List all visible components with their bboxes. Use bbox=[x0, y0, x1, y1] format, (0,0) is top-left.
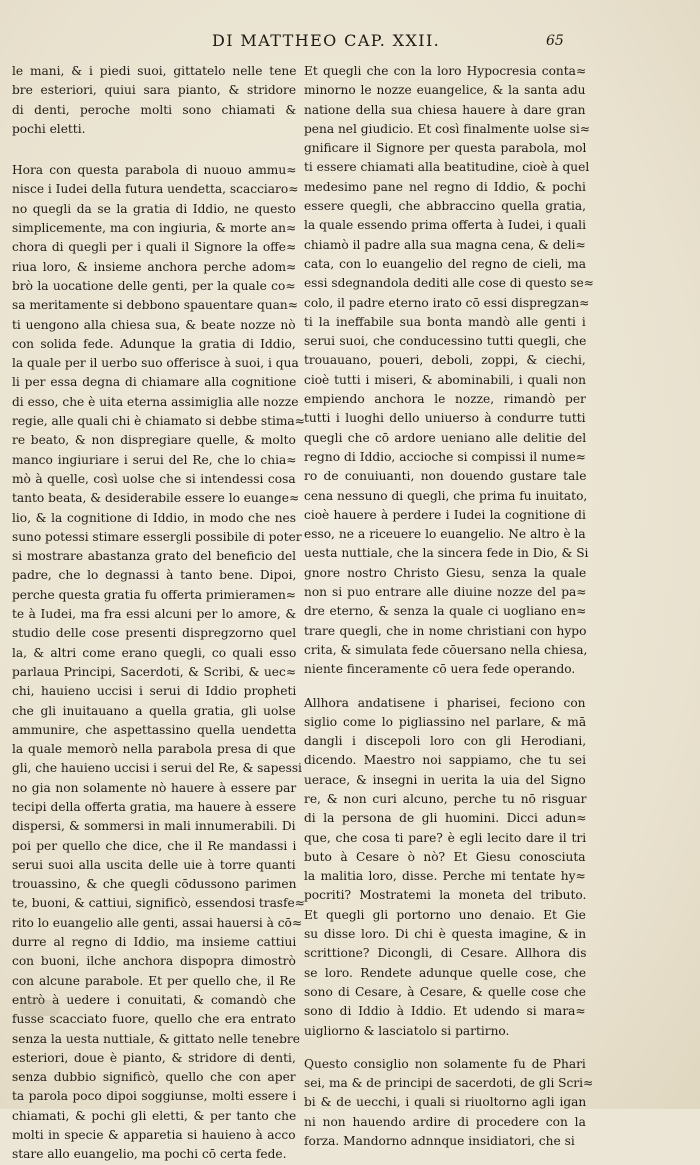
text-line: gnore nostro Christo Giesu, senza la quale bbox=[304, 565, 587, 580]
text-line: gli, che hauieno uccisi i serui del Re, & sapessi bbox=[12, 761, 302, 776]
text-line: no quegli da se la gratia di Iddio, ne questo bbox=[12, 201, 296, 216]
text-line: la, & altri come erano quegli, co quali esso bbox=[12, 645, 297, 660]
text-line: chiamò il padre alla sua magna cena, & deli≈ bbox=[304, 237, 586, 252]
text-line: no gia non solamente nò hauere à essere par bbox=[12, 780, 297, 795]
text-line: essere quegli, che abbraccino quella gratia, bbox=[304, 199, 587, 214]
text-line: fusse scacciato fuore, quello che era entrato bbox=[12, 1012, 296, 1027]
text-line: di la persona de gli huomini. Dicci adun≈ bbox=[304, 811, 587, 826]
text-line: lio, & la cognitione di Iddio, in modo che nes bbox=[12, 510, 297, 525]
text-line: empiendo anchora le nozze, rimandò per bbox=[304, 392, 586, 407]
text-line: entrò à uedere i conuitati, & comandò che bbox=[12, 992, 296, 1007]
text-line: studio delle cose presenti dispregzorno quel bbox=[12, 626, 297, 641]
text-line: trouassino, & che quegli cōdussono parimen bbox=[12, 877, 297, 892]
text-line: trare quegli, che in nome christiani con hypo bbox=[304, 623, 587, 638]
text-line: ni non hauendo ardire di procedere con la bbox=[304, 1114, 586, 1129]
text-line: cioè tutti i miseri, & abominabili, i quali non bbox=[304, 372, 586, 387]
text-line: le mani, & i piedi suoi, gittatelo nelle tene bbox=[12, 64, 297, 78]
text-line: riua loro, & insieme anchora perche adom≈ bbox=[12, 259, 297, 274]
text-line: padre, che lo degnassi à tanto bene. Dipoi, bbox=[12, 568, 297, 583]
text-line: la quale memorò nella parabola presa di que bbox=[12, 742, 296, 757]
text-line: re, & non curi alcuno, perche tu nō risguar bbox=[304, 791, 587, 806]
text-line: molti in specie & apparetia si hauieno à acco bbox=[12, 1128, 296, 1143]
text-line: colo, il padre eterno irato cō essi dispregzan≈ bbox=[304, 295, 590, 310]
text-line: minorno le nozze euangelice, & la santa adu bbox=[304, 83, 586, 98]
text-line: Allhora andatisene i pharisei, feciono con bbox=[304, 695, 586, 710]
text-line: niente finceramente cō uera fede operando. bbox=[304, 662, 576, 677]
text-line: senza la uesta nuttiale, & gittato nelle tenebre bbox=[12, 1031, 300, 1046]
text-line: di denti, peroche molti sono chiamati & bbox=[12, 102, 297, 117]
text-line: uigliorno & lasciatolo si partirno. bbox=[304, 1023, 510, 1038]
text-line: tutti i luoghi dello uniuerso à condurre tutti bbox=[304, 411, 586, 426]
text-line: scrittione? Dicongli, di Cesare. Allhora dis bbox=[304, 946, 587, 961]
text-line: chora di quegli per i quali il Signore la offe≈ bbox=[12, 240, 297, 255]
text-line: con buoni, ilche anchora dispopra dimostrò bbox=[12, 954, 296, 969]
text-line: cena nessuno di quegli, che prima fu inuitato, bbox=[304, 488, 588, 503]
text-line: brò la uocatione delle genti, per la quale co≈ bbox=[12, 278, 296, 293]
text-line: mò à quelle, così uolse che si intendessi cosa bbox=[12, 471, 296, 486]
text-line: dangli i discepoli loro con gli Herodiani, bbox=[304, 734, 587, 749]
text-line: di esso, che è uita eterna assimiglia alle nozze bbox=[12, 394, 299, 409]
text-line: sono di Cesare, à Cesare, & quelle cose che bbox=[304, 984, 586, 999]
text-line: medesimo pane nel regno di Iddio, & pochi bbox=[304, 179, 586, 194]
text-line: sei, ma & de principi de sacerdoti, de gli Scri≈ bbox=[304, 1076, 594, 1091]
text-line: che gli inuitauano a quella gratia, gli uolse bbox=[12, 703, 296, 718]
text-line: si mostrare abastanza grato del beneficio del bbox=[12, 549, 297, 564]
text-line: la quale per il uerbo suo offerisce à suoi, i qua bbox=[12, 356, 299, 371]
text-line: ti uengono alla chiesa sua, & beate nozze nò bbox=[12, 317, 296, 332]
text-line: chiamati, & pochi gli eletti, & per tanto che bbox=[12, 1108, 297, 1123]
running-head: DI MATTHEO CAP. XXII. bbox=[212, 31, 441, 50]
text-line: li per essa degna di chiamare alla cognitione bbox=[12, 375, 297, 390]
text-line: te à Iudei, ma fra essi alcuni per lo amore, & bbox=[12, 607, 297, 622]
text-line: sono di Iddio à Iddio. Et udendo si mara≈ bbox=[304, 1004, 586, 1019]
text-line: quegli che cō ardore ueniano alle delitie del bbox=[304, 430, 587, 445]
text-line: nisce i Iudei della futura uendetta, scacciaro≈ bbox=[12, 182, 299, 197]
text-line: cioè hauere à perdere i Iudei la cognitione di bbox=[304, 507, 586, 522]
text-line: non si puo entrare alle diuine nozze del pa≈ bbox=[304, 585, 587, 600]
text-line: regie, alle quali chi è chiamato si debbe stima≈ bbox=[12, 414, 305, 429]
text-line: esteriori, doue è pianto, & stridore di denti, bbox=[12, 1050, 296, 1065]
text-line: manco ingiuriare i serui del Re, che lo chia≈ bbox=[12, 452, 297, 467]
text-line: poi per quello che dice, che il Re mandassi i bbox=[12, 838, 297, 853]
text-line: serui suoi alla uscita delle uie à torre quanti bbox=[12, 857, 296, 872]
text-line: su disse loro. Di chi è questa imagine, & in bbox=[304, 927, 587, 942]
text-line: ta parola poco dipoi soggiunse, molti essere i bbox=[12, 1089, 297, 1104]
ink-stain bbox=[20, 1000, 60, 1016]
text-line: Et quegli che con la loro Hypocresia conta≈ bbox=[304, 64, 587, 78]
text-line: cata, con lo euangelio del regno de cieli, ma bbox=[304, 256, 587, 271]
text-line: simplicemente, ma con ingiuria, & morte an≈ bbox=[12, 221, 297, 236]
text-line: re beato, & non dispregiare quelle, & molto bbox=[12, 433, 296, 448]
text-line: ti la ineffabile sua bonta mandò alle genti i bbox=[304, 314, 586, 329]
text-line: bi & de uecchi, i quali si riuoltorno agli igan bbox=[304, 1095, 587, 1110]
text-line: con alcune parabole. Et per quello che, il Re bbox=[12, 973, 296, 988]
text-line: se loro. Rendete adunque quelle cose, che bbox=[304, 965, 587, 980]
text-line: essi sdegnandola dediti alle cose di questo se≈ bbox=[304, 276, 594, 291]
text-line: Questo consiglio non solamente fu de Phari bbox=[304, 1056, 586, 1071]
left-column bbox=[12, 62, 305, 1162]
text-line: buto à Cesare ò nò? Et Giesu conosciuta bbox=[304, 849, 586, 864]
text-line: que, che cosa ti pare? è egli lecito dare il tri bbox=[304, 830, 587, 845]
text-line: sa meritamente si debbono spauentare quan≈ bbox=[12, 298, 298, 313]
text-line: la quale essendo prima offerta à Iudei, i quali bbox=[304, 218, 586, 233]
text-line: suno potessi stimare essergli possibile di poter bbox=[12, 529, 302, 544]
text-line: trouauano, poueri, deboli, zoppi, & ciechi, bbox=[304, 353, 586, 368]
text-line: con solida fede. Adunque la gratia di Iddio, bbox=[12, 336, 296, 351]
text-line: tecipi della offerta gratia, ma hauere à essere bbox=[12, 799, 297, 814]
text-line: te, buoni, & cattiui, significò, essendosi trasfe≈ bbox=[12, 896, 305, 911]
text-line: pena nel giudicio. Et così finalmente uolse si≈ bbox=[304, 121, 590, 136]
text-line: tanto beata, & desiderabile essere lo euange≈ bbox=[12, 491, 300, 506]
paragraph bbox=[304, 694, 588, 1041]
text-line: uesta nuttiale, che la sincera fede in Dio, & Si bbox=[304, 546, 589, 561]
text-line: ammunire, che aspettassino quella uendetta bbox=[12, 722, 297, 737]
text-line: gnificare il Signore per questa parabola, mol bbox=[304, 141, 587, 156]
text-line: crita, & simulata fede cōuersano nella chiesa, bbox=[304, 642, 588, 657]
text-line: stare allo euangelio, ma pochi cō certa fede. bbox=[12, 1147, 287, 1162]
text-line: perche questa gratia fu offerta primieramen≈ bbox=[12, 587, 297, 602]
text-line: rito lo euangelio alle genti, assai hauersi à cō≈ bbox=[12, 915, 303, 930]
text-line: dicendo. Maestro noi sappiamo, che tu sei bbox=[304, 753, 587, 768]
text-line: Hora con questa parabola di nuouo ammu≈ bbox=[12, 163, 297, 178]
text-line: pocriti? Mostratemi la moneta del tributo. bbox=[304, 888, 587, 903]
text-line: regno di Iddio, accioche si compissi il nume≈ bbox=[304, 449, 586, 464]
right-column bbox=[304, 62, 594, 1149]
text-line: ti essere chiamati alla beatitudine, cioè à quel bbox=[304, 160, 590, 175]
text-line: esso, ne a riceuere lo euangelio. Ne altro è la bbox=[304, 527, 586, 542]
paragraph bbox=[304, 1055, 594, 1151]
page-header bbox=[200, 31, 700, 53]
text-line: la malitia loro, disse. Perche mi tentate hy≈ bbox=[304, 869, 586, 884]
page-number: 65 bbox=[546, 33, 564, 49]
text-line: serui suoi, che conducessino tutti quegli, che bbox=[304, 334, 587, 349]
text-line: chi, hauieno uccisi i serui di Iddio propheti bbox=[12, 684, 297, 699]
text-line: ro de conuiuanti, non douendo gustare tale bbox=[304, 469, 587, 484]
paragraph bbox=[12, 62, 298, 139]
text-line: bre esteriori, quiui sara pianto, & stridore bbox=[12, 83, 297, 98]
text-line: durre al regno di Iddio, ma insieme cattiui bbox=[12, 935, 297, 950]
text-line: pochi eletti. bbox=[12, 121, 86, 136]
text-line: forza. Mandorno adnnque insidiatori, che si bbox=[304, 1134, 575, 1149]
text-line: dispersi, & sommersi in mali innumerabili. Di bbox=[12, 819, 296, 834]
text-line: senza dubbio significò, quello che con aper bbox=[12, 1070, 296, 1085]
text-line: parlaua Principi, Sacerdoti, & Scribi, & uec≈ bbox=[12, 664, 297, 679]
text-line: natione della sua chiesa hauere à dare gran bbox=[304, 102, 586, 117]
text-line: Et quegli gli portorno uno denaio. Et Gie bbox=[304, 907, 586, 922]
text-line: dre eterno, & senza la quale ci uogliano en≈ bbox=[304, 604, 587, 619]
text-line: siglio come lo pigliassino nel parlare, & mā bbox=[304, 714, 587, 729]
paragraph bbox=[304, 62, 594, 680]
text-line: uerace, & insegni in uerita la uia del Signo bbox=[304, 772, 586, 787]
